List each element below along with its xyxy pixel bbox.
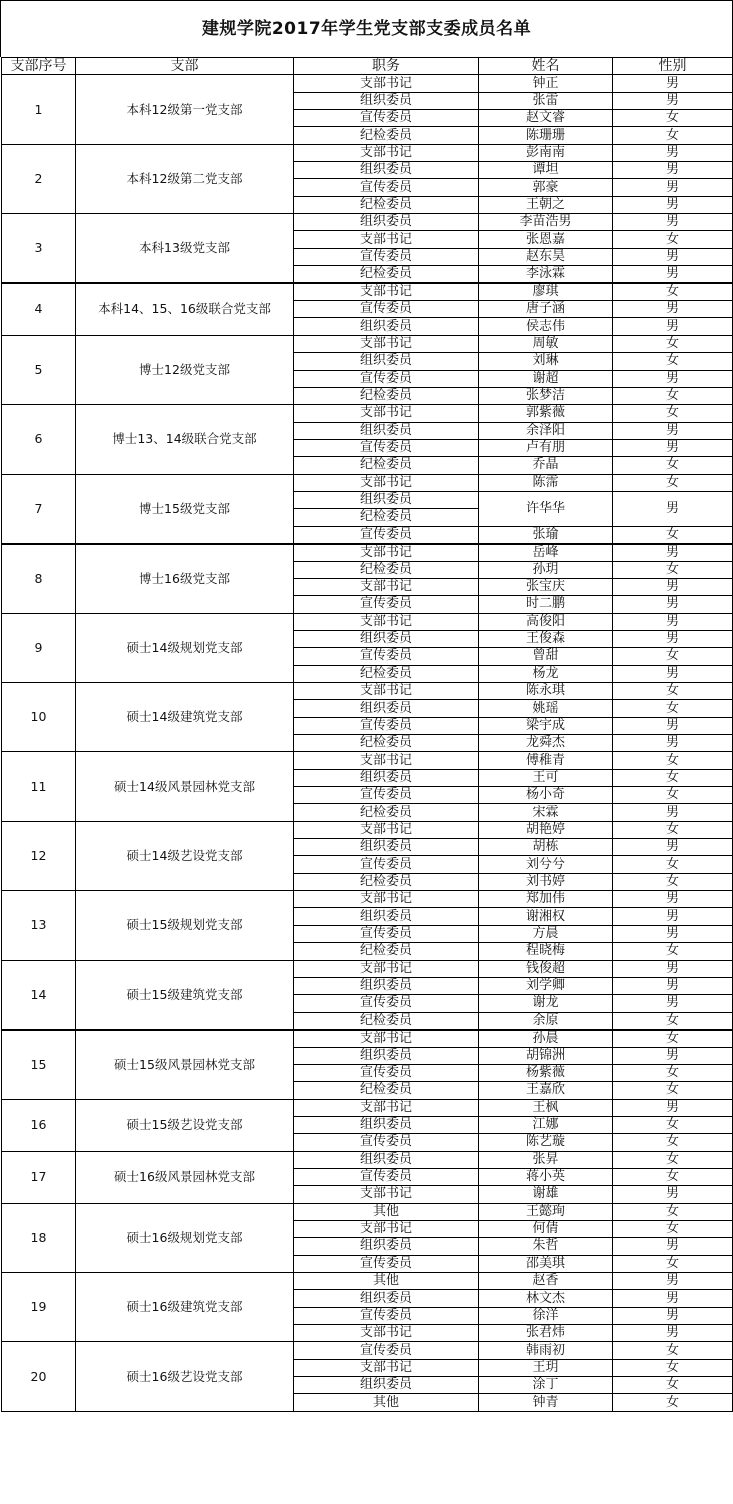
gender-cell: 男 (613, 1238, 733, 1255)
table-row (2, 683, 733, 700)
name-cell: 时二鹏 (479, 596, 613, 613)
position-cell: 组织委员 (294, 769, 479, 786)
position-cell: 支部书记 (294, 1220, 479, 1237)
gender-cell: 男 (613, 318, 733, 335)
position-cell: 支部书记 (294, 75, 479, 92)
name-cell: 岳峰 (479, 544, 613, 562)
name-cell: 余泽阳 (479, 422, 613, 439)
name-cell: 刘学卿 (479, 977, 613, 994)
gender-cell: 男 (613, 891, 733, 908)
position-cell: 纪检委员 (294, 457, 479, 474)
name-cell: 赵东昊 (479, 248, 613, 265)
name-cell: 蒋小英 (479, 1168, 613, 1185)
table-row (2, 1099, 733, 1116)
position-cell: 宣传委员 (294, 248, 479, 265)
table-row (2, 405, 733, 422)
branch-seq: 9 (2, 613, 76, 682)
position-cell: 组织委员 (294, 1290, 479, 1307)
position-cell: 组织委员 (294, 1377, 479, 1394)
gender-cell: 男 (613, 491, 733, 526)
gender-cell: 女 (613, 405, 733, 422)
position-cell: 纪检委员 (294, 1012, 479, 1030)
branch-seq: 18 (2, 1203, 76, 1272)
branch-seq: 20 (2, 1342, 76, 1411)
name-cell: 王枫 (479, 1099, 613, 1116)
position-cell: 宣传委员 (294, 439, 479, 456)
position-cell: 支部书记 (294, 1186, 479, 1203)
gender-cell: 女 (613, 856, 733, 873)
name-cell: 侯志伟 (479, 318, 613, 335)
gender-cell: 男 (613, 839, 733, 856)
name-cell: 陈艺璇 (479, 1134, 613, 1151)
gender-cell: 女 (613, 648, 733, 665)
name-cell: 钱俊超 (479, 960, 613, 977)
branch-seq: 15 (2, 1030, 76, 1100)
header-branch: 支部 (76, 58, 294, 75)
table-row (2, 1203, 733, 1220)
table-row (2, 544, 733, 562)
name-cell: 余原 (479, 1012, 613, 1030)
position-cell: 宣传委员 (294, 1255, 479, 1272)
position-cell: 其他 (294, 1394, 479, 1411)
gender-cell: 女 (613, 1394, 733, 1411)
position-cell: 支部书记 (294, 821, 479, 838)
gender-cell: 女 (613, 353, 733, 370)
name-cell: 傅稚青 (479, 752, 613, 769)
name-cell: 曾甜 (479, 648, 613, 665)
gender-cell: 男 (613, 578, 733, 595)
gender-cell: 女 (613, 387, 733, 404)
gender-cell: 男 (613, 1099, 733, 1116)
name-cell: 钟青 (479, 1394, 613, 1411)
table-row (2, 75, 733, 92)
name-cell: 王嘉欣 (479, 1082, 613, 1099)
gender-cell: 男 (613, 1273, 733, 1290)
position-cell: 纪检委员 (294, 804, 479, 821)
gender-cell: 女 (613, 1012, 733, 1030)
position-cell: 支部书记 (294, 1325, 479, 1342)
position-cell: 支部书记 (294, 1099, 479, 1116)
position-cell: 支部书记 (294, 405, 479, 422)
name-cell: 张宝庆 (479, 578, 613, 595)
position-cell: 纪检委员 (294, 735, 479, 752)
name-cell: 陈珊珊 (479, 127, 613, 144)
branch-seq: 2 (2, 144, 76, 213)
gender-cell: 男 (613, 75, 733, 92)
gender-cell: 女 (613, 821, 733, 838)
position-cell: 支部书记 (294, 1030, 479, 1048)
name-cell: 王可 (479, 769, 613, 786)
table-row (2, 613, 733, 630)
header-name: 姓名 (479, 58, 613, 75)
member-table (1, 57, 733, 1412)
name-cell: 邵美琪 (479, 1255, 613, 1272)
gender-cell: 女 (613, 1220, 733, 1237)
table-row (2, 821, 733, 838)
table-row (2, 891, 733, 908)
position-cell: 纪检委员 (294, 943, 479, 960)
position-cell: 宣传委员 (294, 995, 479, 1012)
gender-cell: 男 (613, 214, 733, 231)
name-cell: 胡艳婷 (479, 821, 613, 838)
position-cell: 纪检委员 (294, 266, 479, 284)
gender-cell: 男 (613, 925, 733, 942)
position-cell: 支部书记 (294, 960, 479, 977)
name-cell: 张雷 (479, 92, 613, 109)
position-cell: 组织委员 (294, 214, 479, 231)
gender-cell: 男 (613, 1186, 733, 1203)
position-cell: 组织委员 (294, 908, 479, 925)
name-cell: 郭紫薇 (479, 405, 613, 422)
table-row (2, 1273, 733, 1290)
position-cell: 支部书记 (294, 544, 479, 562)
gender-cell: 女 (613, 1082, 733, 1099)
position-cell: 组织委员 (294, 491, 479, 508)
position-cell: 宣传委员 (294, 1342, 479, 1359)
position-cell: 纪检委员 (294, 665, 479, 682)
gender-cell: 女 (613, 526, 733, 544)
position-cell: 宣传委员 (294, 179, 479, 196)
gender-cell: 男 (613, 613, 733, 630)
branch-seq: 13 (2, 891, 76, 960)
table-row (2, 474, 733, 491)
position-cell: 组织委员 (294, 700, 479, 717)
gender-cell: 男 (613, 735, 733, 752)
branch-seq: 3 (2, 214, 76, 284)
gender-cell: 男 (613, 630, 733, 647)
gender-cell: 女 (613, 1116, 733, 1133)
name-cell: 彭南南 (479, 144, 613, 161)
name-cell: 刘兮兮 (479, 856, 613, 873)
gender-cell: 男 (613, 908, 733, 925)
gender-cell: 男 (613, 804, 733, 821)
table-row (2, 1151, 733, 1168)
name-cell: 胡栋 (479, 839, 613, 856)
sheet-title: 建规学院2017年学生党支部支委成员名单 (0, 0, 733, 57)
position-cell: 支部书记 (294, 683, 479, 700)
branch-seq: 11 (2, 752, 76, 821)
name-cell: 谢超 (479, 370, 613, 387)
gender-cell: 男 (613, 995, 733, 1012)
name-cell: 唐子涵 (479, 301, 613, 318)
table-row (2, 144, 733, 161)
position-cell: 纪检委员 (294, 561, 479, 578)
branch-name: 硕士14级规划党支部 (76, 613, 294, 682)
name-cell: 程晓梅 (479, 943, 613, 960)
name-cell: 涂丁 (479, 1377, 613, 1394)
gender-cell: 男 (613, 1047, 733, 1064)
position-cell: 支部书记 (294, 474, 479, 491)
position-cell: 宣传委员 (294, 1134, 479, 1151)
position-cell: 宣传委员 (294, 596, 479, 613)
header-gender: 性别 (613, 58, 733, 75)
branch-name: 硕士15级规划党支部 (76, 891, 294, 960)
position-cell: 纪检委员 (294, 127, 479, 144)
branch-name: 硕士14级艺设党支部 (76, 821, 294, 890)
gender-cell: 女 (613, 1255, 733, 1272)
gender-cell: 女 (613, 127, 733, 144)
position-cell: 组织委员 (294, 353, 479, 370)
name-cell: 高俊阳 (479, 613, 613, 630)
name-cell: 卢有朋 (479, 439, 613, 456)
position-cell: 组织委员 (294, 630, 479, 647)
position-cell: 宣传委员 (294, 301, 479, 318)
gender-cell: 男 (613, 162, 733, 179)
gender-cell: 女 (613, 873, 733, 890)
name-cell: 谭坦 (479, 162, 613, 179)
gender-cell: 女 (613, 1342, 733, 1359)
name-cell: 钟正 (479, 75, 613, 92)
name-cell: 周敏 (479, 335, 613, 352)
gender-cell: 男 (613, 1325, 733, 1342)
name-cell: 谢雄 (479, 1186, 613, 1203)
header-row (2, 58, 733, 75)
name-cell: 张梦洁 (479, 387, 613, 404)
branch-name: 硕士16级风景园林党支部 (76, 1151, 294, 1203)
name-cell: 刘书婷 (479, 873, 613, 890)
name-cell: 孙玥 (479, 561, 613, 578)
name-cell: 谢龙 (479, 995, 613, 1012)
table-row (2, 752, 733, 769)
name-cell: 王俊森 (479, 630, 613, 647)
name-cell: 姚瑶 (479, 700, 613, 717)
branch-seq: 6 (2, 405, 76, 474)
gender-cell: 女 (613, 110, 733, 127)
position-cell: 宣传委员 (294, 1168, 479, 1185)
table-row (2, 1342, 733, 1359)
name-cell: 朱哲 (479, 1238, 613, 1255)
gender-cell: 女 (613, 231, 733, 248)
branch-seq: 7 (2, 474, 76, 544)
name-cell: 江娜 (479, 1116, 613, 1133)
table-body (2, 75, 733, 1411)
position-cell: 宣传委员 (294, 110, 479, 127)
table-row (2, 214, 733, 231)
branch-seq: 14 (2, 960, 76, 1030)
position-cell: 纪检委员 (294, 873, 479, 890)
name-cell: 张君炜 (479, 1325, 613, 1342)
gender-cell: 男 (613, 596, 733, 613)
name-cell: 廖琪 (479, 283, 613, 301)
branch-name: 硕士16级艺设党支部 (76, 1342, 294, 1411)
name-cell: 张恩嘉 (479, 231, 613, 248)
name-cell: 杨小奇 (479, 787, 613, 804)
gender-cell: 男 (613, 977, 733, 994)
branch-seq: 10 (2, 683, 76, 752)
table-row (2, 960, 733, 977)
name-cell: 梁宇成 (479, 717, 613, 734)
gender-cell: 女 (613, 457, 733, 474)
gender-cell: 女 (613, 1359, 733, 1376)
name-cell: 孙晨 (479, 1030, 613, 1048)
gender-cell: 男 (613, 144, 733, 161)
name-cell: 许华华 (479, 491, 613, 526)
position-cell: 组织委员 (294, 1238, 479, 1255)
gender-cell: 男 (613, 1307, 733, 1324)
gender-cell: 女 (613, 700, 733, 717)
branch-name: 硕士15级风景园林党支部 (76, 1030, 294, 1100)
gender-cell: 男 (613, 92, 733, 109)
branch-seq: 5 (2, 335, 76, 404)
position-cell: 宣传委员 (294, 1064, 479, 1081)
gender-cell: 女 (613, 1151, 733, 1168)
branch-name: 硕士16级规划党支部 (76, 1203, 294, 1272)
name-cell: 杨紫薇 (479, 1064, 613, 1081)
gender-cell: 男 (613, 196, 733, 213)
gender-cell: 男 (613, 370, 733, 387)
gender-cell: 男 (613, 717, 733, 734)
table-row (2, 335, 733, 352)
position-cell: 宣传委员 (294, 717, 479, 734)
position-cell: 宣传委员 (294, 925, 479, 942)
position-cell: 组织委员 (294, 839, 479, 856)
branch-seq: 1 (2, 75, 76, 144)
position-cell: 纪检委员 (294, 387, 479, 404)
branch-name: 博士15级党支部 (76, 474, 294, 544)
name-cell: 刘琳 (479, 353, 613, 370)
name-cell: 赵文睿 (479, 110, 613, 127)
branch-name: 硕士15级建筑党支部 (76, 960, 294, 1030)
position-cell: 组织委员 (294, 1116, 479, 1133)
position-cell: 支部书记 (294, 144, 479, 161)
name-cell: 韩雨初 (479, 1342, 613, 1359)
position-cell: 支部书记 (294, 335, 479, 352)
name-cell: 何倩 (479, 1220, 613, 1237)
position-cell: 纪检委员 (294, 509, 479, 526)
position-cell: 支部书记 (294, 891, 479, 908)
branch-name: 本科12级第二党支部 (76, 144, 294, 213)
branch-seq: 8 (2, 544, 76, 614)
position-cell: 组织委员 (294, 162, 479, 179)
name-cell: 李苗浩男 (479, 214, 613, 231)
gender-cell: 男 (613, 960, 733, 977)
table-row (2, 1030, 733, 1048)
branch-seq: 4 (2, 283, 76, 335)
gender-cell: 男 (613, 179, 733, 196)
branch-name: 博士12级党支部 (76, 335, 294, 404)
position-cell: 宣传委员 (294, 648, 479, 665)
header-seq: 支部序号 (2, 58, 76, 75)
name-cell: 张瑜 (479, 526, 613, 544)
gender-cell: 男 (613, 544, 733, 562)
branch-name: 本科13级党支部 (76, 214, 294, 284)
position-cell: 组织委员 (294, 92, 479, 109)
gender-cell: 男 (613, 665, 733, 682)
name-cell: 陈霈 (479, 474, 613, 491)
position-cell: 纪检委员 (294, 196, 479, 213)
position-cell: 宣传委员 (294, 1307, 479, 1324)
position-cell: 组织委员 (294, 1151, 479, 1168)
branch-seq: 17 (2, 1151, 76, 1203)
gender-cell: 女 (613, 769, 733, 786)
gender-cell: 女 (613, 1064, 733, 1081)
position-cell: 其他 (294, 1203, 479, 1220)
position-cell: 纪检委员 (294, 1082, 479, 1099)
branch-name: 硕士14级建筑党支部 (76, 683, 294, 752)
gender-cell: 女 (613, 1377, 733, 1394)
name-cell: 杨龙 (479, 665, 613, 682)
branch-name: 本科14、15、16级联合党支部 (76, 283, 294, 335)
table-row (2, 283, 733, 301)
gender-cell: 女 (613, 1203, 733, 1220)
position-cell: 支部书记 (294, 578, 479, 595)
position-cell: 宣传委员 (294, 787, 479, 804)
gender-cell: 女 (613, 474, 733, 491)
gender-cell: 女 (613, 752, 733, 769)
name-cell: 龙舜杰 (479, 735, 613, 752)
branch-seq: 12 (2, 821, 76, 890)
gender-cell: 女 (613, 1168, 733, 1185)
gender-cell: 女 (613, 1134, 733, 1151)
branch-name: 硕士16级建筑党支部 (76, 1273, 294, 1342)
name-cell: 胡锦洲 (479, 1047, 613, 1064)
name-cell: 陈永琪 (479, 683, 613, 700)
position-cell: 支部书记 (294, 613, 479, 630)
branch-name: 博士13、14级联合党支部 (76, 405, 294, 474)
name-cell: 徐洋 (479, 1307, 613, 1324)
position-cell: 组织委员 (294, 318, 479, 335)
name-cell: 张昇 (479, 1151, 613, 1168)
name-cell: 林文杰 (479, 1290, 613, 1307)
branch-name: 本科12级第一党支部 (76, 75, 294, 144)
branch-seq: 19 (2, 1273, 76, 1342)
position-cell: 支部书记 (294, 283, 479, 301)
name-cell: 王朝之 (479, 196, 613, 213)
position-cell: 宣传委员 (294, 856, 479, 873)
position-cell: 支部书记 (294, 1359, 479, 1376)
gender-cell: 男 (613, 248, 733, 265)
position-cell: 宣传委员 (294, 526, 479, 544)
name-cell: 谢湘权 (479, 908, 613, 925)
gender-cell: 女 (613, 1030, 733, 1048)
header-position: 职务 (294, 58, 479, 75)
name-cell: 乔晶 (479, 457, 613, 474)
position-cell: 组织委员 (294, 422, 479, 439)
gender-cell: 女 (613, 787, 733, 804)
branch-name: 硕士15级艺设党支部 (76, 1099, 294, 1151)
gender-cell: 女 (613, 943, 733, 960)
gender-cell: 男 (613, 301, 733, 318)
name-cell: 王玥 (479, 1359, 613, 1376)
gender-cell: 男 (613, 439, 733, 456)
position-cell: 组织委员 (294, 1047, 479, 1064)
name-cell: 李泳霖 (479, 266, 613, 284)
name-cell: 郑加伟 (479, 891, 613, 908)
branch-name: 硕士14级风景园林党支部 (76, 752, 294, 821)
gender-cell: 女 (613, 683, 733, 700)
branch-seq: 16 (2, 1099, 76, 1151)
gender-cell: 女 (613, 335, 733, 352)
name-cell: 方晨 (479, 925, 613, 942)
position-cell: 组织委员 (294, 977, 479, 994)
position-cell: 宣传委员 (294, 370, 479, 387)
name-cell: 赵香 (479, 1273, 613, 1290)
position-cell: 支部书记 (294, 231, 479, 248)
gender-cell: 男 (613, 266, 733, 284)
gender-cell: 女 (613, 561, 733, 578)
position-cell: 其他 (294, 1273, 479, 1290)
name-cell: 王懿珣 (479, 1203, 613, 1220)
gender-cell: 女 (613, 283, 733, 301)
gender-cell: 男 (613, 422, 733, 439)
position-cell: 支部书记 (294, 752, 479, 769)
gender-cell: 男 (613, 1290, 733, 1307)
branch-name: 博士16级党支部 (76, 544, 294, 614)
name-cell: 宋霖 (479, 804, 613, 821)
name-cell: 郭豪 (479, 179, 613, 196)
